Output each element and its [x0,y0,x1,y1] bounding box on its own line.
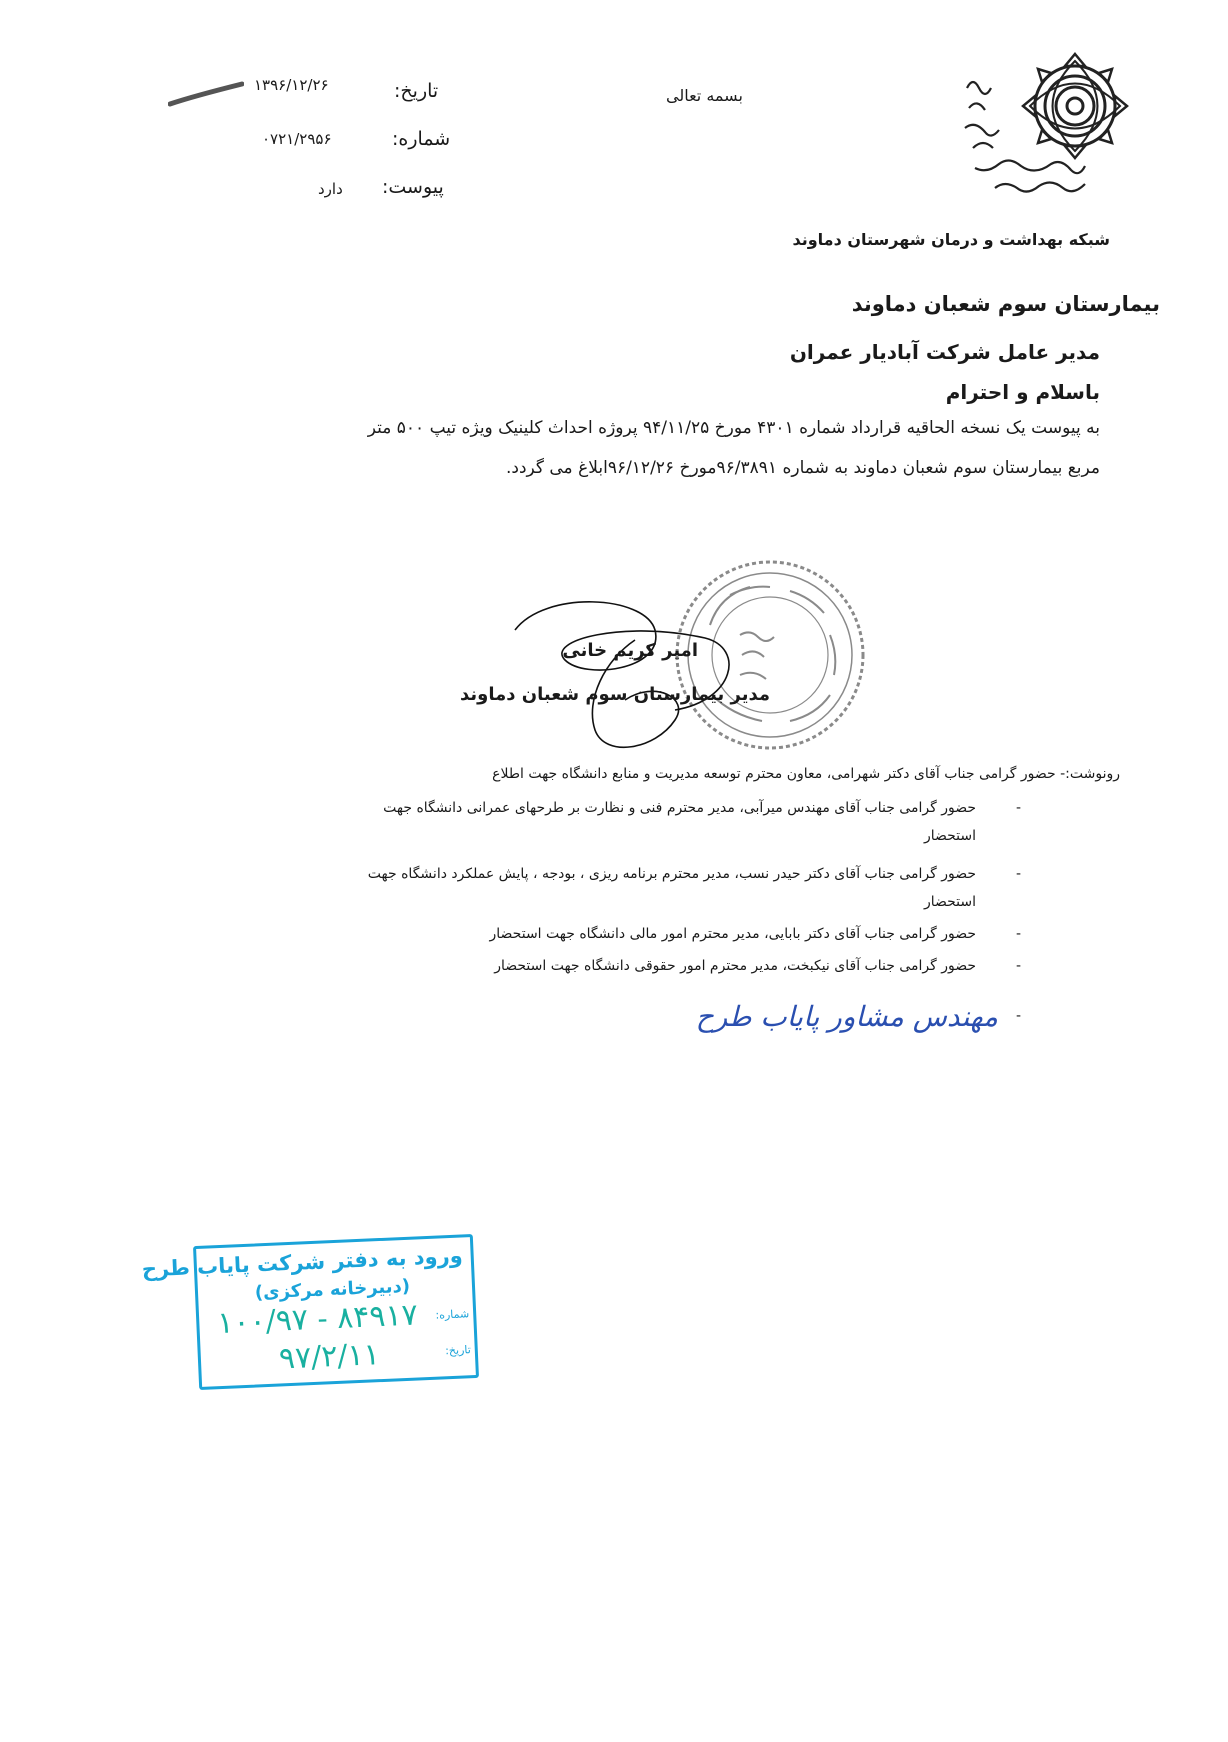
bismillah: بسمه تعالی [666,86,743,105]
cc-item-2b: استحضار [923,894,976,910]
pen-stroke-mark [168,80,244,110]
cc-item-2a: حضور گرامی جناب آقای دکتر حیدر نسب، مدیر محترم برنامه ریزی ، بودجه ، پایش عملکرد دانشگاه جهت [367,866,976,882]
org-name: شبکه بهداشت و درمان شهرستان دماوند [792,230,1110,249]
cc-item-3: حضور گرامی جناب آقای دکتر بابایی، مدیر محترم امور مالی دانشگاه جهت استحضار [489,926,976,942]
recipient: مدیر عامل شرکت آبادیار عمران [789,340,1100,364]
cc-item-1b: استحضار [923,828,976,844]
entry-stamp-date-label: تاریخ: [444,1343,472,1358]
number-label: شماره: [392,128,451,150]
cc-dash-1: - [1016,800,1022,816]
cc-item-1a: حضور گرامی جناب آقای مهندس میرآبی، مدیر محترم فنی و نظارت بر طرحهای عمرانی دانشگاه جهت [383,800,976,816]
signature-scribble [505,590,755,760]
handwritten-note: مهندس مشاور پایاب طرح [695,1000,998,1033]
number-value: ۰۷۲۱/۲۹۵۶ [262,130,332,148]
cc-dash-4: - [1016,958,1022,974]
attachment-value: دارد [318,180,343,198]
body-line-2: مربع بیمارستان سوم شعبان دماوند به شماره ۹۶/۳۸۹۱مورخ ۹۶/۱۲/۲۶ابلاغ می گردد. [505,458,1100,478]
hospital-name: بیمارستان سوم شعبان دماوند [851,292,1160,316]
cc-dash-2: - [1016,866,1022,882]
cc-dash-3: - [1016,926,1022,942]
university-logo [955,48,1135,223]
cc-label-line: رونوشت:- حضور گرامی جناب آقای دکتر شهرامی، معاون محترم توسعه مدیریت و منابع دانشگاه جهت اطلاع [492,766,1120,782]
date-label: تاریخ: [394,80,439,102]
entry-stamp-subtitle: (دبیرخانه مرکزی) [254,1275,411,1304]
signer-title: مدیر بیمارستان سوم شعبان دماوند [459,684,770,705]
signer-name: امیر کریم خانی [562,640,698,661]
entry-stamp [141,1234,479,1390]
attachment-label: پیوست: [382,176,444,198]
cc-item-4: حضور گرامی جناب آقای نیکبخت، مدیر محترم امور حقوقی دانشگاه جهت استحضار [494,958,976,974]
date-value: ۱۳۹۶/۱۲/۲۶ [254,76,329,94]
body-line-1: به پیوست یک نسخه الحاقیه قرارداد شماره ۴۳۰۱ مورخ ۹۴/۱۱/۲۵ پروژه احداث کلینیک ویژه تیپ ۵۰۰ متر [367,418,1100,438]
greeting: باسلام و احترام [945,380,1100,404]
entry-stamp-title: ورود به دفتر شرکت پایاب طرح [141,1243,464,1282]
entry-stamp-number-label: شماره: [435,1307,470,1322]
entry-stamp-date: ۹۷/۲/۱۱ [278,1337,381,1377]
entry-stamp-number: ۱۰۰/۹۷ - ۸۴۹۱۷ [216,1297,419,1342]
cc-dash-5: - [1016,1008,1022,1024]
